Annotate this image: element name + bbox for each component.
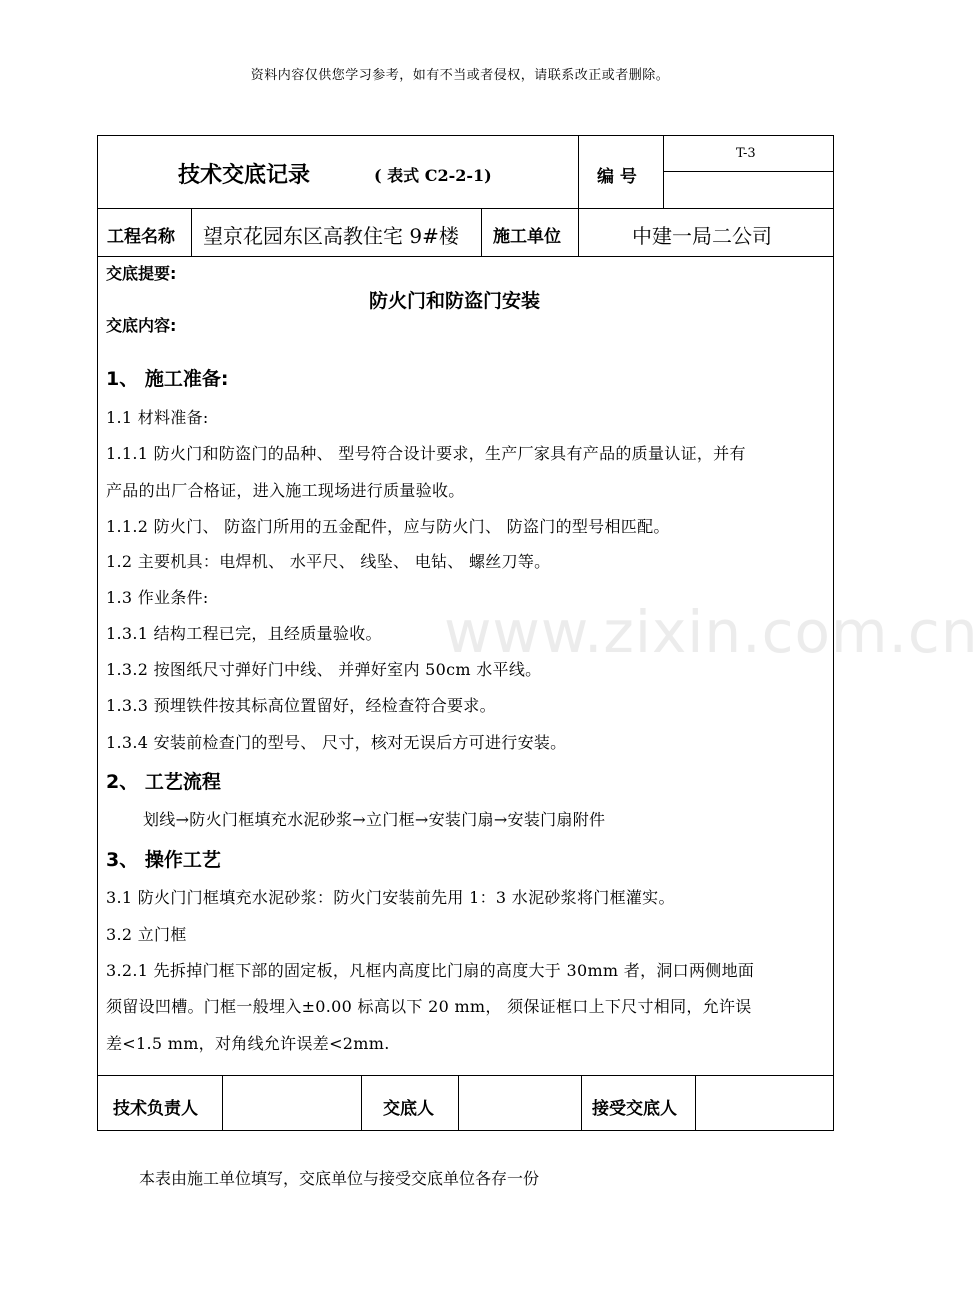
tech-lead-label: 技术负责人 — [113, 1099, 198, 1119]
body-line: 1.3.3 预埋铁件按其标高位置留好，经检查符合要求。 — [106, 696, 496, 715]
receiver-signature-field[interactable] — [696, 1076, 833, 1130]
section-heading-3: 3、 操作工艺 — [106, 849, 221, 871]
project-name-label: 工程名称 — [107, 227, 175, 247]
project-col-divider-2 — [481, 208, 482, 256]
section-heading-1: 1、 施工准备: — [106, 368, 229, 390]
body-line: 1.3.1 结构工程已完，且经质量验收。 — [106, 624, 382, 643]
content-label: 交底内容: — [106, 316, 177, 335]
tech-lead-signature-field[interactable] — [223, 1076, 360, 1130]
process-flow-line: 划线→防火门框填充水泥砂浆→立门框→安装门扇→安装门扇附件 — [143, 810, 606, 829]
header-col-divider-1 — [578, 135, 579, 208]
project-row-divider — [97, 256, 834, 257]
sig-col-divider-4 — [581, 1075, 582, 1131]
body-line: 1.1.1 防火门和防盗门的品种、 型号符合设计要求，生产厂家具有产品的质量认证，并有 — [106, 444, 746, 463]
header-row-divider — [97, 208, 834, 209]
summary-title: 防火门和防盗门安装 — [369, 290, 541, 312]
construction-unit-label: 施工单位 — [493, 227, 561, 247]
section-heading-2: 2、 工艺流程 — [106, 771, 221, 793]
body-line: 1.1.2 防火门、 防盗门所用的五金配件，应与防火门、 防盗门的型号相匹配。 — [106, 517, 670, 536]
project-name-value: 望京花园东区高教住宅 9#楼 — [203, 224, 459, 248]
form-title: 技术交底记录 — [178, 163, 311, 188]
body-line: 1.3.2 按图纸尺寸弹好门中线、 并弹好室内 50cm 水平线。 — [106, 660, 542, 679]
body-line: 3.1 防火门门框填充水泥砂浆：防火门安装前先用 1：3 水泥砂浆将门框灌实。 — [106, 888, 675, 907]
handover-person-label: 交底人 — [383, 1099, 434, 1119]
sig-col-divider-2 — [361, 1075, 362, 1131]
watermark: www.zixin.com.cn — [444, 598, 979, 666]
form-code: ( 表式 C2-2-1) — [374, 166, 492, 185]
body-line: 1.3.4 安装前检查门的型号、 尺寸，核对无误后方可进行安装。 — [106, 733, 567, 752]
project-col-divider-3 — [578, 208, 579, 256]
summary-label: 交底提要: — [106, 264, 177, 283]
header-col-divider-2 — [663, 135, 664, 208]
receiver-label: 接受交底人 — [592, 1099, 677, 1119]
body-line: 1.1 材料准备: — [106, 408, 209, 427]
number-cell-divider — [663, 171, 834, 172]
body-line: 须留设凹槽。门框一般埋入±0.00 标高以下 20 mm， 须保证框口上下尺寸相同，允许误 — [106, 997, 752, 1016]
body-line: 3.2 立门框 — [106, 925, 187, 944]
body-line: 1.3 作业条件: — [106, 588, 209, 607]
project-col-divider-1 — [191, 208, 192, 256]
body-line: 产品的出厂合格证，进入施工现场进行质量验收。 — [106, 481, 465, 500]
body-line: 差<1.5 mm，对角线允许误差<2mm. — [106, 1034, 390, 1053]
construction-unit-value: 中建一局二公司 — [632, 224, 772, 248]
disclaimer-text: 资料内容仅供您学习参考，如有不当或者侵权，请联系改正或者删除。 — [250, 68, 670, 83]
number-label: 编 号 — [597, 167, 637, 187]
body-line: 1.2 主要机具：电焊机、 水平尺、 线坠、 电钻、 螺丝刀等。 — [106, 552, 551, 571]
body-line: 3.2.1 先拆掉门框下部的固定板，凡框内高度比门扇的高度大于 30mm 者，洞口两侧地面 — [106, 961, 755, 980]
footer-note: 本表由施工单位填写，交底单位与接受交底单位各存一份 — [139, 1169, 540, 1188]
handover-signature-field[interactable] — [459, 1076, 580, 1130]
number-value: T-3 — [736, 146, 756, 161]
